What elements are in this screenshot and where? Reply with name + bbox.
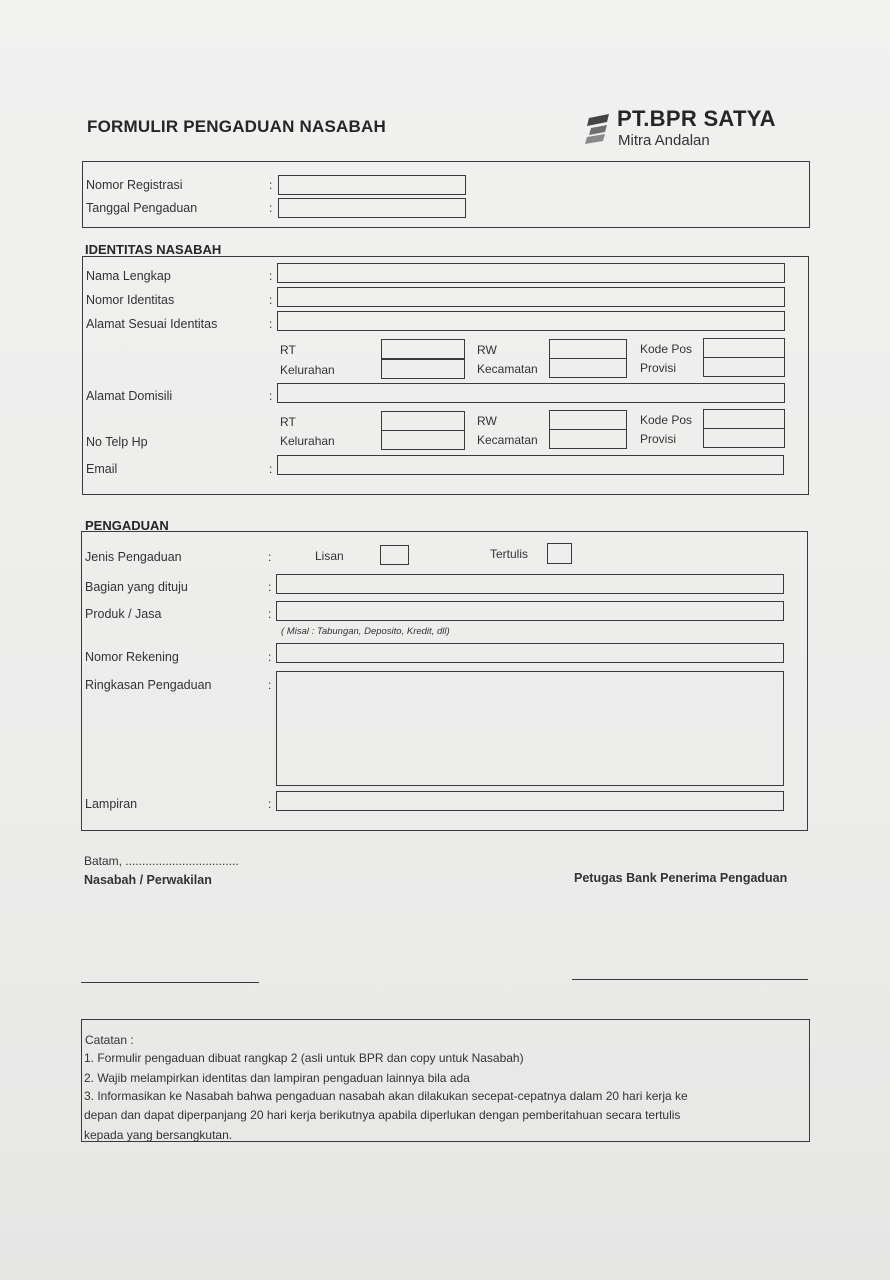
customer-signature-label: Nasabah / Perwakilan bbox=[84, 873, 212, 887]
complaint-type-label: Jenis Pengaduan bbox=[85, 550, 182, 564]
summary-label: Ringkasan Pengaduan bbox=[85, 678, 212, 692]
complaint-section-title: PENGADUAN bbox=[85, 518, 169, 533]
notes-line-4: depan dan dapat diperpanjang 20 hari kerja berikutnya apabila diperlukan dengan pemberitahuan secara tertulis bbox=[84, 1108, 681, 1122]
domicile-address-label: Alamat Domisili bbox=[86, 389, 173, 403]
postal-code-label: Kode Pos bbox=[640, 342, 693, 356]
account-number-label: Nomor Rekening bbox=[85, 650, 179, 664]
domicile-postal-code-input[interactable] bbox=[703, 409, 785, 429]
company-name: PT.BPR SATYA bbox=[617, 106, 776, 131]
id-rw-input[interactable] bbox=[549, 339, 627, 359]
full-name-input[interactable] bbox=[277, 263, 785, 283]
colon: : bbox=[269, 389, 273, 403]
colon: : bbox=[268, 650, 272, 664]
registration-number-label: Nomor Registrasi bbox=[86, 178, 183, 192]
email-input[interactable] bbox=[277, 455, 784, 475]
rt-label: RT bbox=[280, 343, 296, 357]
rw-label: RW bbox=[477, 343, 497, 357]
id-postal-code-input[interactable] bbox=[703, 338, 785, 358]
id-address-input[interactable] bbox=[277, 311, 785, 331]
colon: : bbox=[268, 550, 272, 564]
bpr-logo-icon bbox=[585, 108, 615, 148]
notes-line-5: kepada yang bersangkutan. bbox=[84, 1128, 233, 1142]
attachment-input[interactable] bbox=[276, 791, 784, 811]
province-label: Provisi bbox=[640, 432, 677, 446]
complaint-date-label: Tanggal Pengaduan bbox=[86, 201, 198, 215]
domicile-district-input[interactable] bbox=[549, 429, 627, 449]
colon: : bbox=[268, 797, 272, 811]
domicile-rw-input[interactable] bbox=[549, 410, 627, 430]
colon: : bbox=[269, 178, 273, 192]
district-label: Kecamatan bbox=[477, 362, 538, 376]
postal-code-label: Kode Pos bbox=[640, 413, 693, 427]
officer-signature-label: Petugas Bank Penerima Pengaduan bbox=[574, 871, 788, 885]
account-number-input[interactable] bbox=[276, 643, 784, 663]
phone-label: No Telp Hp bbox=[86, 435, 148, 449]
domicile-village-input[interactable] bbox=[381, 430, 465, 450]
id-rt-input[interactable] bbox=[381, 339, 465, 359]
summary-textarea[interactable] bbox=[276, 671, 784, 786]
colon: : bbox=[269, 269, 273, 283]
colon: : bbox=[268, 607, 272, 621]
rw-label: RW bbox=[477, 414, 497, 428]
product-input[interactable] bbox=[276, 601, 784, 621]
id-village-input[interactable] bbox=[381, 359, 465, 379]
written-checkbox[interactable] bbox=[547, 543, 572, 564]
notes-line-3: 3. Informasikan ke Nasabah bahwa pengaduan nasabah akan dilakukan secepat-cepatnya dalam 20 hari kerja ke bbox=[84, 1089, 688, 1103]
full-name-label: Nama Lengkap bbox=[86, 269, 171, 283]
colon: : bbox=[268, 678, 272, 692]
village-label: Kelurahan bbox=[280, 434, 335, 448]
registration-number-input[interactable] bbox=[278, 175, 466, 195]
email-label: Email bbox=[86, 462, 118, 476]
attachment-label: Lampiran bbox=[85, 797, 138, 811]
colon: : bbox=[269, 201, 273, 215]
id-address-label: Alamat Sesuai Identitas bbox=[86, 317, 218, 331]
colon: : bbox=[269, 293, 273, 307]
oral-label: Lisan bbox=[315, 549, 344, 563]
product-label: Produk / Jasa bbox=[85, 607, 162, 621]
id-number-input[interactable] bbox=[277, 287, 785, 307]
colon: : bbox=[268, 580, 272, 594]
form-title: FORMULIR PENGADUAN NASABAH bbox=[87, 117, 386, 136]
written-label: Tertulis bbox=[490, 547, 529, 561]
rt-label: RT bbox=[280, 415, 296, 429]
district-label: Kecamatan bbox=[477, 433, 538, 447]
identity-section-title: IDENTITAS NASABAH bbox=[85, 242, 222, 257]
notes-line-1: 1. Formulir pengaduan dibuat rangkap 2 (asli untuk BPR dan copy untuk Nasabah) bbox=[84, 1051, 524, 1065]
product-hint: ( Misal : Tabungan, Deposito, Kredit, dll) bbox=[281, 626, 450, 637]
domicile-rt-input[interactable] bbox=[381, 411, 465, 431]
oral-checkbox[interactable] bbox=[380, 545, 409, 565]
province-label: Provisi bbox=[640, 361, 677, 375]
officer-signature-line bbox=[572, 979, 808, 980]
place-date: Batam, .................................. bbox=[84, 854, 239, 868]
id-district-input[interactable] bbox=[549, 358, 627, 378]
department-label: Bagian yang dituju bbox=[85, 580, 188, 594]
notes-line-2: 2. Wajib melampirkan identitas dan lampiran pengaduan lainnya bila ada bbox=[84, 1071, 470, 1085]
domicile-address-input[interactable] bbox=[277, 383, 785, 403]
company-logo bbox=[585, 106, 805, 150]
customer-signature-line bbox=[81, 982, 259, 983]
colon: : bbox=[269, 462, 273, 476]
id-number-label: Nomor Identitas bbox=[86, 293, 175, 307]
complaint-date-input[interactable] bbox=[278, 198, 466, 218]
domicile-province-input[interactable] bbox=[703, 428, 785, 448]
id-province-input[interactable] bbox=[703, 357, 785, 377]
village-label: Kelurahan bbox=[280, 363, 335, 377]
company-tagline: Mitra Andalan bbox=[618, 132, 710, 149]
colon: : bbox=[269, 317, 273, 331]
notes-heading: Catatan : bbox=[85, 1033, 134, 1047]
department-input[interactable] bbox=[276, 574, 784, 594]
